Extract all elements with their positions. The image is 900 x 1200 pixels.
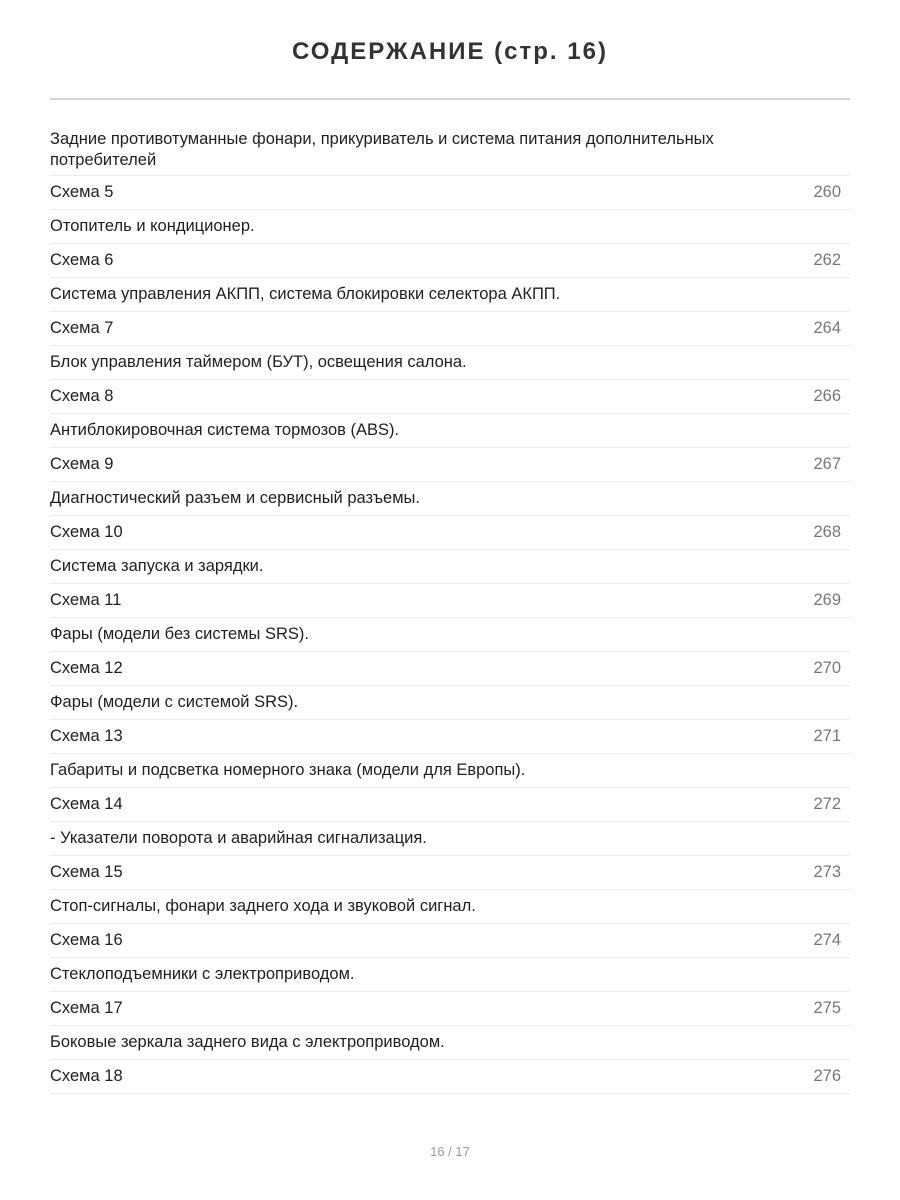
toc-entry-label: - Указатели поворота и аварийная сигнализация. — [50, 829, 427, 847]
toc-entry-label: Антиблокировочная система тормозов (ABS). — [50, 421, 400, 439]
toc-entry-label: Схема 5 — [50, 183, 114, 201]
toc-row[interactable] — [50, 856, 850, 890]
toc-entry-label: Стеклоподъемники с электроприводом. — [50, 965, 355, 983]
toc-entry-label: Схема 18 — [50, 1067, 123, 1085]
toc-entry-label: Схема 10 — [50, 523, 123, 541]
toc-row[interactable] — [50, 720, 850, 754]
toc-entry-label: Задние противотуманные фонари, прикуриватель и система питания дополнительных потребителей — [50, 129, 714, 169]
toc-entry-label: Схема 14 — [50, 795, 123, 813]
toc-row[interactable] — [50, 448, 850, 482]
toc-entry-label: Диагностический разъем и сервисный разъемы. — [50, 489, 421, 507]
toc-entry-label: Схема 12 — [50, 659, 123, 677]
toc-entry-label: Фары (модели с системой SRS). — [50, 693, 299, 711]
toc-entry-label: Схема 6 — [50, 251, 114, 269]
toc-entry-label: Система запуска и зарядки. — [50, 557, 264, 575]
toc-page-number: 273 — [813, 863, 841, 881]
toc-entry-label: Схема 11 — [50, 591, 122, 609]
page-indicator: 16 / 17 — [430, 1144, 470, 1159]
toc-entry-label: Блок управления таймером (БУТ), освещения салона. — [50, 353, 467, 371]
toc-entry-label: Схема 7 — [50, 319, 114, 337]
toc-entry-label: Габариты и подсветка номерного знака (модели для Европы). — [50, 761, 526, 779]
toc-row[interactable] — [50, 992, 850, 1026]
toc-row[interactable] — [50, 1060, 850, 1094]
toc-row[interactable] — [50, 380, 850, 414]
toc-row[interactable] — [50, 652, 850, 686]
toc-row[interactable] — [50, 176, 850, 210]
toc-row — [50, 958, 850, 992]
toc-row — [50, 890, 850, 924]
toc-row[interactable] — [50, 584, 850, 618]
toc-row — [50, 414, 850, 448]
toc-row[interactable] — [50, 244, 850, 278]
toc-entry-label: Схема 17 — [50, 999, 123, 1017]
toc-row — [50, 550, 850, 584]
toc-row — [50, 618, 850, 652]
toc-row[interactable] — [50, 788, 850, 822]
toc-page-number: 260 — [813, 183, 841, 201]
toc-row[interactable] — [50, 516, 850, 550]
toc-page-number: 262 — [813, 251, 841, 269]
toc-row — [50, 754, 850, 788]
toc-entry-label: Схема 16 — [50, 931, 123, 949]
toc-row — [50, 822, 850, 856]
toc-entry-label: Схема 13 — [50, 727, 123, 745]
toc-page-number: 270 — [813, 659, 841, 677]
toc-row — [50, 686, 850, 720]
toc-entry-label: Фары (модели без системы SRS). — [50, 625, 309, 643]
toc-row — [50, 482, 850, 516]
toc-row — [50, 210, 850, 244]
toc-entry-label: Схема 9 — [50, 455, 114, 473]
toc-entry-label: Система управления АКПП, система блокировки селектора АКПП. — [50, 285, 561, 303]
toc-row — [50, 346, 850, 380]
toc-page-number: 266 — [813, 387, 841, 405]
toc-entry-label: Схема 8 — [50, 387, 114, 405]
toc-page-number: 272 — [813, 795, 841, 813]
toc-page-number: 264 — [813, 319, 841, 337]
toc-page-number: 271 — [813, 727, 841, 745]
toc-page-number: 268 — [813, 523, 841, 541]
toc-entry-label: Стоп-сигналы, фонари заднего хода и звуковой сигнал. — [50, 897, 476, 915]
toc-row — [50, 1026, 850, 1060]
page-title: СОДЕРЖАНИЕ (стр. 16) — [292, 38, 608, 65]
toc-row — [50, 124, 850, 176]
toc-page-number: 275 — [813, 999, 841, 1017]
toc-page-number: 276 — [813, 1067, 841, 1085]
toc-entry-label: Схема 15 — [50, 863, 123, 881]
toc-page-number: 269 — [813, 591, 841, 609]
toc-row[interactable] — [50, 924, 850, 958]
title-divider — [50, 98, 850, 100]
toc-entry-label: Отопитель и кондиционер. — [50, 217, 255, 235]
toc-row[interactable] — [50, 312, 850, 346]
toc-entry-label: Боковые зеркала заднего вида с электроприводом. — [50, 1033, 445, 1051]
toc-row — [50, 278, 850, 312]
toc-page-number: 267 — [813, 455, 841, 473]
toc-page-number: 274 — [813, 931, 841, 949]
table-of-contents — [50, 124, 850, 1094]
